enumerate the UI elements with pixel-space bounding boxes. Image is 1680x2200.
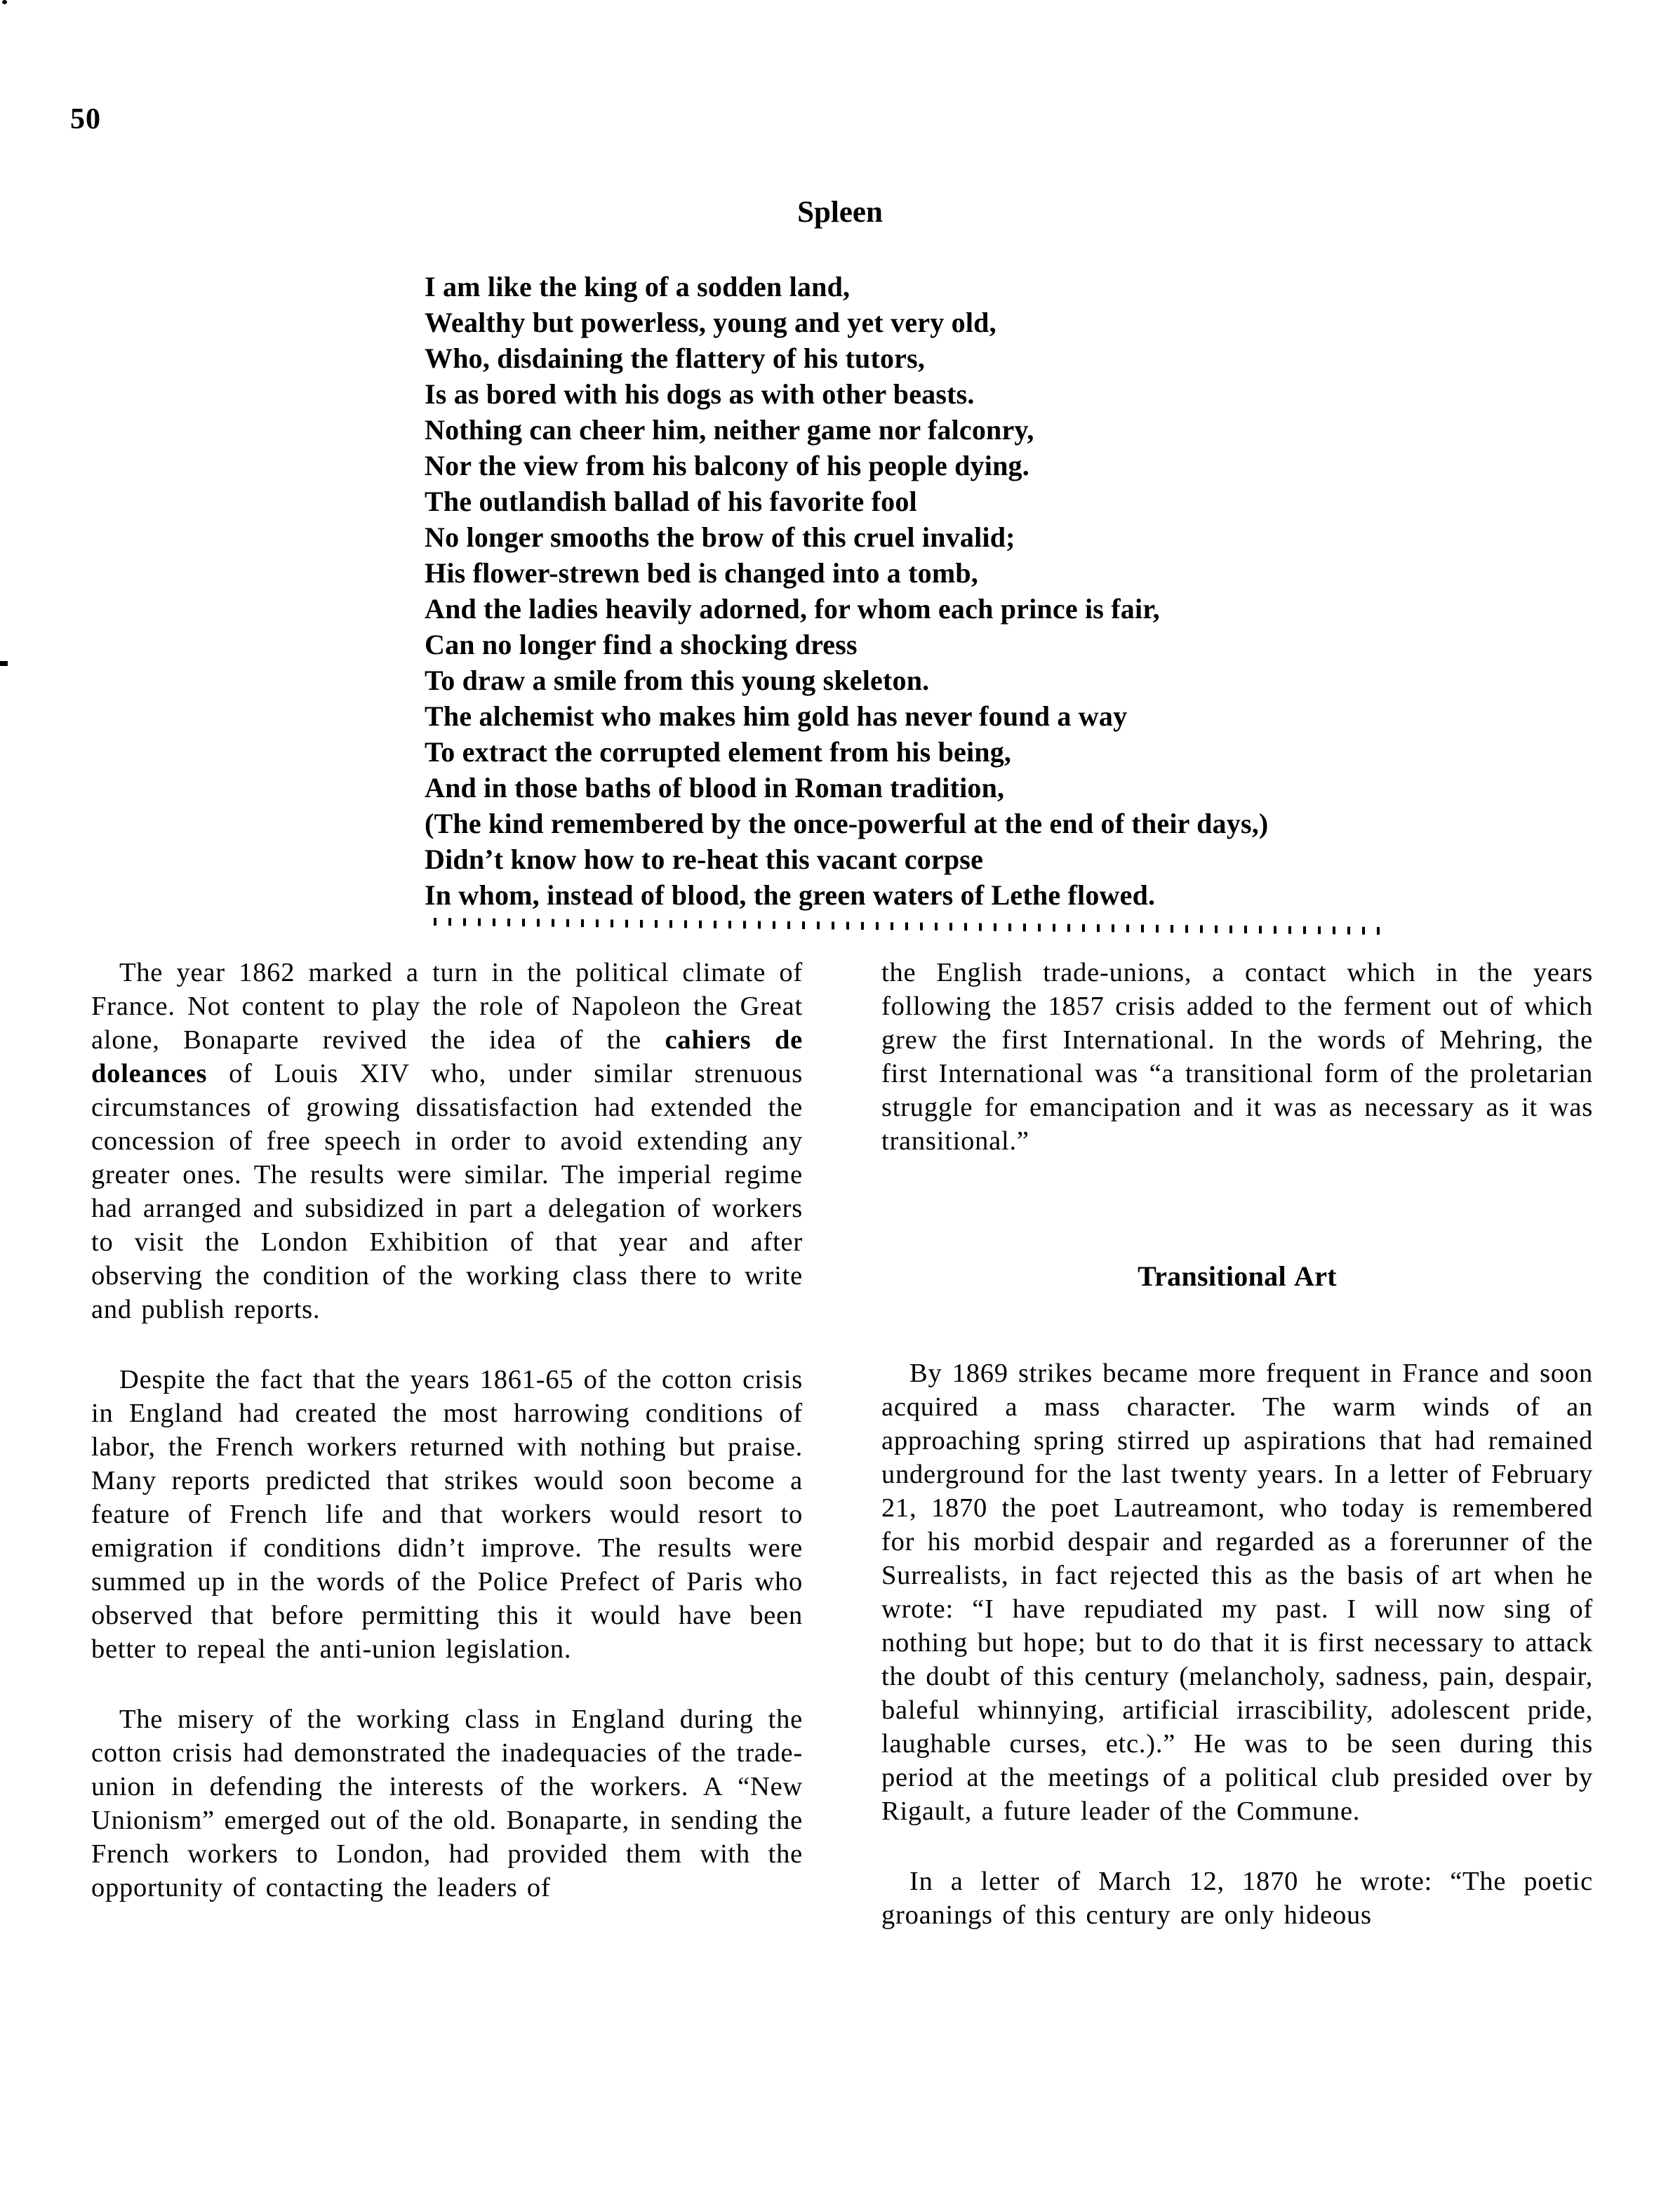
paragraph-text: of Louis XIV who, under similar strenuous circumstances of growing dissatisfaction had extended the concession of free speech in order to avoid extending any greater ones. The results were similar. The imperial regime had arranged and subsidized in part a delegation of workers to visit the London Exhibition of that year and after observing the condition of the working class there to write and publish reports. (91, 1059, 803, 1324)
poem-line: Wealthy but powerless, young and yet very old, (425, 307, 996, 338)
right-column (881, 956, 1593, 1932)
poem-line: And the ladies heavily adorned, for whom each prince is fair, (425, 593, 1160, 625)
paragraph: Despite the fact that the years 1861-65 of the cotton crisis in England had created the most harrowing conditions of labor, the French workers returned with nothing but praise. Many reports predicted that strikes would soon become a feature of French life and that workers would resort to emigration if conditions didn’t improve. The results were summed up in the words of the Police Prefect of Paris who observed that before permitting this it would have been better to repeal the anti-union legislation. (91, 1365, 803, 1664)
paragraph: By 1869 strikes became more frequent in France and soon acquired a mass character. The warm winds of an approaching spring stirred up aspirations that had remained underground for the last twenty years. In a letter of February 21, 1870 the poet Lautreamont, who today is remembered for his morbid despair and regarded as a forerunner of the Surrealists, in fact rejected this as the basis of art when he wrote: “I have repudiated my past. I will now sing of nothing but hope; but to do that it is first necessary to attack the doubt of this century (melancholy, sadness, pain, despair, baleful whinnying, artificial irrascibility, adolescent pride, laughable curses, etc.).” He was to be seen during this period at the meetings of a political club presided over by Rigault, a future leader of the Commune. (881, 1359, 1593, 1826)
poem-line: The outlandish ballad of his favorite fool (425, 486, 917, 517)
poem-line: No longer smooths the brow of this cruel invalid; (425, 521, 1015, 553)
paragraph: the English trade-unions, a contact which in the years following the 1857 crisis added to the ferment out of which grew the first International. In the words of Mehring, the first International was “a transitional form of the proletarian struggle for emancipation and it was as necessary as it was transitional.” (881, 958, 1593, 1156)
text-columns (91, 956, 1593, 1932)
bold-phrase: cahiers de doleances (91, 1025, 804, 1088)
poem-line: And in those baths of blood in Roman tradition, (425, 772, 1005, 804)
poem-line: Can no longer find a shocking dress (425, 629, 858, 660)
page-number: 50 (70, 103, 101, 135)
paragraph: In a letter of March 12, 1870 he wrote: “The poetic groanings of this century are only hideous (881, 1867, 1593, 1930)
poem-line: Who, disdaining the flattery of his tutors, (425, 342, 926, 374)
poem-title: Spleen (797, 196, 883, 229)
poem-line: To extract the corrupted element from his being, (425, 736, 1012, 768)
poem-line: To draw a smile from this young skeleton. (425, 665, 930, 696)
poem (425, 269, 1268, 913)
paragraph (91, 956, 803, 1326)
left-column (91, 956, 803, 1932)
poem-line: His flower-strewn bed is changed into a tomb, (425, 557, 978, 589)
poem-line: I am like the king of a sodden land, (425, 271, 851, 302)
poem-line: Nothing can cheer him, neither game nor falconry, (425, 414, 1034, 446)
section-heading: Transitional Art (1138, 1260, 1337, 1292)
poem-line: Nor the view from his balcony of his people dying. (425, 450, 1029, 481)
poem-line: (The kind remembered by the once-powerful at the end of their days,) (425, 808, 1269, 839)
poem-line: Didn’t know how to re-heat this vacant corpse (425, 844, 984, 875)
poem-line: In whom, instead of blood, the green waters of Lethe flowed. (425, 879, 1156, 911)
poem-line: Is as bored with his dogs as with other beasts. (425, 378, 975, 410)
paragraph: The misery of the working class in England during the cotton crisis had demonstrated the inadequacies of the trade-union in defending the interests of the workers. A “New Unionism” emerged out of the old. Bonaparte, in sending the French workers to London, had provided them with the opportunity of contacting the leaders of (91, 1705, 803, 1902)
dotted-divider (434, 918, 1387, 935)
poem-line: The alchemist who makes him gold has never found a way (425, 700, 1128, 732)
scan-artifact (0, 661, 8, 666)
paragraph-text: The year 1862 marked a turn in the political climate of France. Not content to play the role of Napoleon the Great alone, Bonaparte revived the idea of the (91, 958, 803, 1055)
scan-artifact (2, 0, 7, 4)
